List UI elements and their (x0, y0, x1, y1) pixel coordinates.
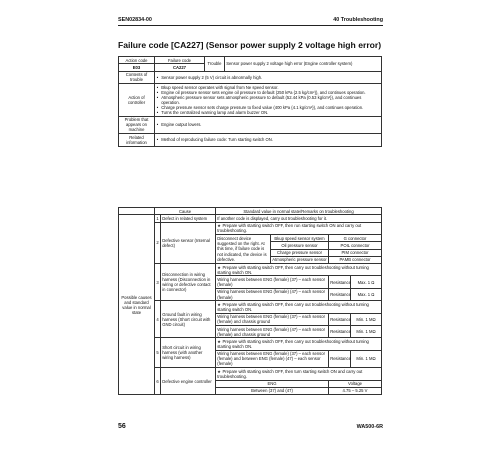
problem-label: Problem that appears on machine (119, 116, 155, 133)
action-code-label: Action code (119, 57, 155, 64)
contents-item: • Sensor power supply 2 (5 V) circuit is abnormally high. (156, 75, 380, 80)
trouble-text: Sensor power supply 2 voltage high error (Engine controller system) (225, 57, 382, 72)
cause-row-6 (119, 368, 382, 380)
preparation-note: ★ Prepare with starting switch OFF, then carry out troubleshooting without turning starting switch ON. (216, 338, 382, 350)
eng-column-label: ENG (216, 380, 329, 387)
problem-row (119, 116, 382, 133)
action-row (119, 83, 382, 116)
cause-text: Ground fault in wiring harness (Short circuit with GND circuit) (161, 301, 216, 338)
cause-row-4 (119, 301, 382, 313)
related-item: • Method of reproducing failure code: Turn starting switch ON. (156, 137, 380, 142)
action-item: • Engine oil pressure sensor sets engine oil pressure to default (250 kPa {2.5 kg/cm²}), and continues operation. (156, 90, 380, 95)
measure-between: Between (37) and (47) (216, 387, 329, 394)
device-name: Charge pressure sensor (271, 249, 329, 256)
cause-text: Defect in related system (161, 215, 216, 222)
check-description: Wiring harness between ENG (female) (37) – each sensor (female) and between ENG (female) (47) – each sensor (female) (216, 350, 329, 367)
action-label: Action of controller (119, 83, 155, 116)
related-label: Related information (119, 134, 155, 146)
failure-code-label: Failure code (155, 57, 205, 64)
preparation-note: ★ Prepare with starting switch OFF, then carry out troubleshooting without turning starting switch ON. (216, 301, 382, 313)
check-value: Min. 1 MΩ (351, 313, 382, 325)
cause-text: Disconnection in wiring harness (Disconnection in wiring or defective contact in connector) (161, 264, 216, 301)
check-description: Wiring harness between ENG (female) (37) – each sensor (female) (216, 276, 329, 288)
check-label: Resistance (329, 350, 351, 367)
check-label: Resistance (329, 288, 351, 300)
device-connector: PIM connector (329, 249, 382, 256)
possible-causes-label: Possible causes and standard value in normal state (119, 215, 155, 395)
cause-number: 3 (155, 264, 161, 301)
section-title: 40 Troubleshooting (333, 17, 383, 23)
cause-row-2 (119, 222, 382, 234)
header-rule (118, 25, 383, 26)
model-code: WA500-6R (356, 424, 383, 430)
header-blank (119, 208, 155, 215)
codes-label-row (119, 57, 382, 64)
cause-number: 4 (155, 301, 161, 338)
check-description: Wiring harness between ENG (female) (47) – each sensor (female) (216, 288, 329, 300)
action-code-value: E03 (119, 64, 155, 71)
failure-info-table (118, 56, 382, 147)
cause-number: 6 (155, 368, 161, 395)
cause-remark: If another code is displayed, carry out troubleshooting for it. (216, 215, 382, 222)
check-value: Max. 1 Ω (351, 276, 382, 288)
page-title: Failure code [CA227] (Sensor power supply 2 voltage high error) (118, 40, 382, 50)
device-connector: POIL connector (329, 242, 382, 249)
page-number: 56 (118, 423, 126, 430)
voltage-column-label: Voltage (329, 380, 382, 387)
action-item: • Atmospheric pressure sensor sets atmospheric pressure to default (52.44 kPa {0.53 kg/cm²}), and continues operation. (156, 95, 380, 105)
problem-item: • Engine output lowers. (156, 122, 380, 127)
disconnect-note: Disconnect device suggested on the right. At this time, if failure code is not indicated, the device is defective. (216, 234, 271, 263)
standard-header: Standard value in normal state/Remarks on troubleshooting (216, 208, 382, 215)
cause-header: Cause (155, 208, 216, 215)
related-row (119, 134, 382, 146)
device-name: Atmospheric pressure sensor (272, 257, 327, 263)
action-item: • Turns the centralized warning lamp and alarm buzzer ON. (156, 110, 380, 115)
doc-code: SEN02834-00 (118, 17, 152, 23)
cause-text: Defective engine controller (161, 368, 216, 395)
device-name: Oil pressure sensor (271, 242, 329, 249)
possible-causes-table (118, 207, 382, 395)
contents-label: Contents of trouble (119, 71, 155, 83)
action-cell (155, 83, 382, 116)
contents-cell (155, 71, 382, 83)
failure-code-value: CA227 (155, 64, 205, 71)
device-connector: G connector (329, 234, 382, 241)
preparation-note: ★ Prepare with starting switch OFF, then carry out troubleshooting without turning starting switch ON. (216, 264, 382, 276)
check-label: Resistance (329, 325, 351, 337)
check-value: Min. 1 MΩ (351, 325, 382, 337)
cause-number: 5 (155, 338, 161, 368)
action-item: • Bkup speed sensor operates with signal from Ne speed sensor. (156, 85, 380, 90)
trouble-label: Trouble (205, 57, 225, 72)
check-description: Wiring harness between ENG (female) (47) – each sensor (female) and chassis ground (216, 325, 329, 337)
device-connector: PAMB connector (329, 256, 382, 263)
cause-row-5 (119, 338, 382, 350)
check-label: Resistance (329, 276, 351, 288)
action-item: • Charge pressure sensor sets charge pressure to fixed value (400 kPa {4.1 kg/cm²}), and continues operation. (156, 105, 380, 110)
cause-row-1 (119, 215, 382, 222)
device-name: Bkup speed sensor system (271, 234, 329, 241)
cause-number: 1 (156, 215, 159, 221)
cause-row-3 (119, 264, 382, 276)
check-value: Min. 1 MΩ (351, 350, 382, 367)
check-value: Max. 1 Ω (351, 288, 382, 300)
cause-number: 2 (155, 222, 161, 264)
cause-text: Defective sensor (Internal defect) (161, 222, 216, 264)
measure-voltage: 4.75 – 5.25 V (329, 387, 382, 394)
preparation-note: ★ Prepare with starting switch OFF, then run starting switch ON and carry out troubleshooting. (216, 222, 382, 234)
cause-text: Short circuit in wiring harness (with another wiring harness) (161, 338, 216, 368)
related-cell (155, 134, 382, 146)
check-description: Wiring harness between ENG (female) (37) – each sensor (female) and chassis ground (216, 313, 329, 325)
causes-header-row (119, 208, 382, 215)
contents-row (119, 71, 382, 83)
check-label: Resistance (329, 313, 351, 325)
preparation-note: ★ Prepare with starting switch OFF, then turn starting switch ON and carry out troubleshooting. (216, 368, 382, 380)
problem-cell (155, 116, 382, 133)
